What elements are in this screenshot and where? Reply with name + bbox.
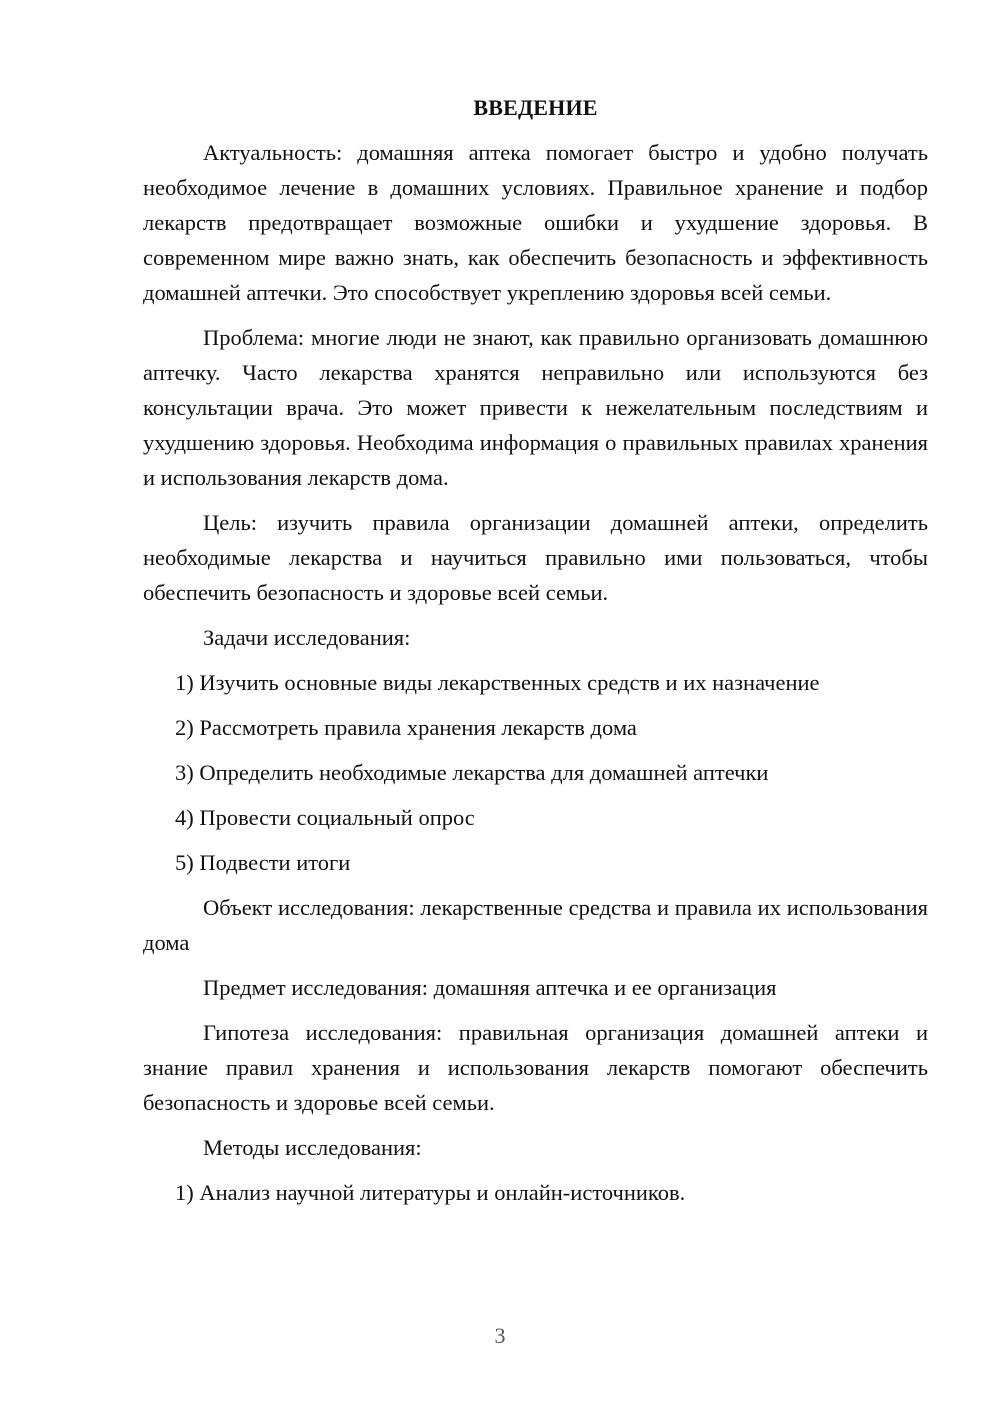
paragraph-hypothesis: Гипотеза исследования: правильная организация домашней аптеки и знание правил хранения и использования лекарств помогают обеспечить безопасность и здоровье всей семьи. bbox=[143, 1020, 928, 1115]
paragraph-subject: Предмет исследования: домашняя аптечка и ее организация bbox=[203, 975, 777, 1000]
list-item: 4) Провести социальный опрос bbox=[175, 805, 475, 830]
paragraph-relevance: Актуальность: домашняя аптека помогает быстро и удобно получать необходимое лечение в домашних условиях. Правильное хранение и подбор лекарств предотвращает возможные ошибки и ухудшение здоровья. В современном мире важно знать, как обеспечить безопасность и эффективность домашней аптечки. Это способствует укреплению здоровья всей семьи. bbox=[143, 140, 928, 305]
list-item: 1) Изучить основные виды лекарственных средств и их назначение bbox=[175, 670, 820, 695]
paragraph-problem: Проблема: многие люди не знают, как правильно организовать домашнюю аптечку. Часто лекарства хранятся неправильно или используются без консультации врача. Это может привести к нежелательным последствиям и ухудшению здоровья. Необходима информация о правильных правилах хранения и использования лекарств дома. bbox=[143, 325, 928, 490]
document-page bbox=[143, 90, 928, 1220]
list-item: 5) Подвести итоги bbox=[175, 850, 351, 875]
tasks-list bbox=[143, 665, 928, 880]
page-number: 3 bbox=[494, 1323, 506, 1348]
list-item: 2) Рассмотреть правила хранения лекарств дома bbox=[175, 715, 637, 740]
paragraph-goal: Цель: изучить правила организации домашней аптеки, определить необходимые лекарства и научиться правильно ими пользоваться, чтобы обеспечить безопасность и здоровье всей семьи. bbox=[143, 510, 928, 605]
section-title: ВВЕДЕНИЕ bbox=[473, 95, 598, 120]
tasks-heading: Задачи исследования: bbox=[203, 625, 411, 650]
paragraph-object: Объект исследования: лекарственные средства и правила их использования дома bbox=[143, 895, 928, 955]
list-item: 3) Определить необходимые лекарства для домашней аптечки bbox=[175, 760, 769, 785]
methods-heading: Методы исследования: bbox=[203, 1135, 422, 1160]
methods-list bbox=[143, 1175, 928, 1210]
list-item: 1) Анализ научной литературы и онлайн-источников. bbox=[175, 1180, 686, 1205]
